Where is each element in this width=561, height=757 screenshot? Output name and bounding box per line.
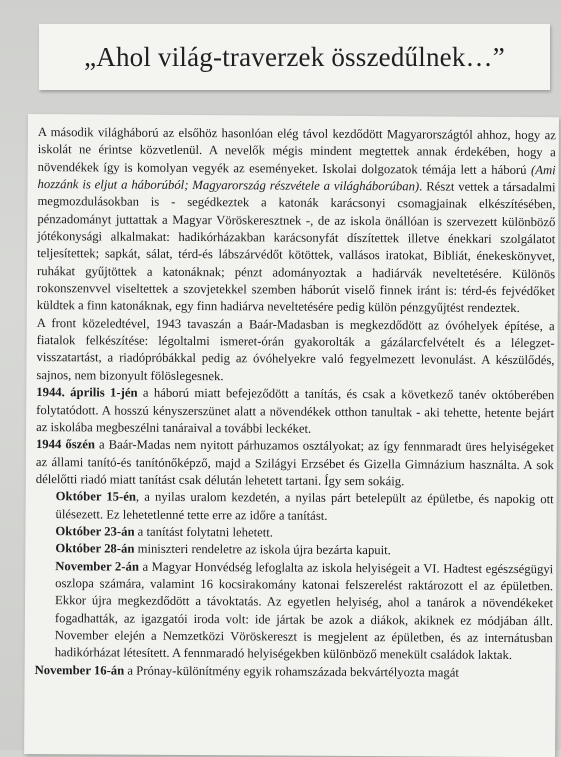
entry-date: November 2-án [55,558,139,574]
entry-oct-15 [36,488,554,526]
entry-text: a tanítást folytatni lehetett. [134,524,274,540]
entry-date: November 16-án [34,662,125,678]
entry-date: 1944. április 1-jén [36,385,138,400]
entry-text: a háború miatt befejeződött a tanítás, és csak a következő tanév októberében folytatódott. A hosszú kényszerszünet alatt a növendékek otthon tanultak - aki tehette, hetente bejárt az iskolába megbeszélni tanáraival a további leckéket. [36,385,555,436]
entry-date: Október 28-án [55,541,135,556]
entry-nov-2 [35,558,554,665]
document-page [24,114,559,757]
document-text [35,124,556,682]
paragraph-front: A front közeledtével, 1943 tavaszán a Baár-Madasban is megkezdődött az óvóhelyek építése, a fiatalok felkészítése: légoltalmi ismeret-órán gyakorolták a gázálarcfelvételt és a lélegzet-visszatartást, a riadópróbákkal pedig az óvóhelyekre való fegyelmezett levonulást. A készülődés, sajnos, nem bizonyult fölöslegesnek. [36,315,555,384]
intro-text-start: A második világháború az elsőhöz hasonlóan elég távol kezdődött Magyarországtól ahhoz, hogy az iskolát ne érintse közvetlenül. A nevelők mégis mindent megtettek annak érdekében, hogy a növendékek így is komolyan vegyék az eseményeket. Iskolai dolgozatok témája lett a háború [37,125,556,177]
intro-text-end: . Részt vettek a társadalmi megmozdulásokban is - segédkeztek a katonák karácsonyi csomagjainak elkészítésében, pénzadományt juttattak a Magyar Vöröskeresztnek -, de az iskola önállóan is szervezett különböző jótékonysági alkalmakat: hadikórházakban karácsonyfát díszítettek illetve énekkari szolgálatot teljesítettek; sapkát, sálat, térd-és lábszárvédőt kötöttek, vallásos iratokat, Bibliát, énekeskönyvet, ruhákat gyűjtöttek a katonáknak; pénzt adományoztak a hadiárvák neveltetésére. Különös rokonszenvvel viseltettek a szovjetekkel szemben háborút viselő finnek iránt is: térd-és fejvédőket küldtek a finn katonáknak, egy finn hadiárva neveltetésére pedig külön pénzgyűjtést rendeztek. [36,179,556,316]
entry-1944-autumn [36,436,554,491]
entry-date: 1944 őszén [35,437,96,452]
entry-date: Október 15-én [55,489,137,504]
entry-1944-april [36,384,554,439]
entry-text: miniszteri rendeletre az iskola újra bezárta kapuit. [134,541,391,558]
entry-nov-16 [35,662,553,683]
page-title: „Ahol világ-traverzek összedűlnek…” [84,41,505,72]
entry-text: a Baár-Madas nem nyitott párhuzamos osztályokat; az így fennmaradt üres helyiségeket az állami tanító-és tanítónőképző, majd a Szilágyi Erzsébet és Gizella Gimnázium használta. A sok délelőtti riadó miatt tanítást csak délután lehetett tartani. Így sem sokáig. [35,437,555,489]
entry-text: a Magyar Honvédség lefoglalta az iskola helyiségeit a VI. Hadtest egészségügyi oszlopa számára, valamint 16 kocsirakomány katonai felszerelést raktározott el az épületben. Ekkor újra megkezdődött a távoktatás. Az egyetlen helyiség, ahol a tanárok a növendékeket fogadhatták, az igazgatói iroda volt: ide jártak be azok a diákok, akiknek ez módjában állt. November elején a Nemzetközi Vöröskereszt is megjelent az épületben, és az internátusban hadikórházat létesített. A fennmaradó helyiségekben különböző menekült családok laktak. [54,559,554,663]
entry-text: a Prónay-különítmény egyik rohamszázada bekvártélyozta magát [124,663,459,680]
title-card [39,24,550,90]
intro-essay-topics: (Ami hozzánk is eljut a háborúból; Magyarország részvétele a világháborúban) [37,162,556,194]
paragraph-intro [37,124,556,318]
entry-text: , a nyilas uralom kezdetén, a nyilas párt betelepült az épületbe, és napokig ott ülésezett. Ez lehetetlenné tette erre az időre a tanítást. [55,489,554,523]
entry-date: Október 23-án [55,524,135,539]
